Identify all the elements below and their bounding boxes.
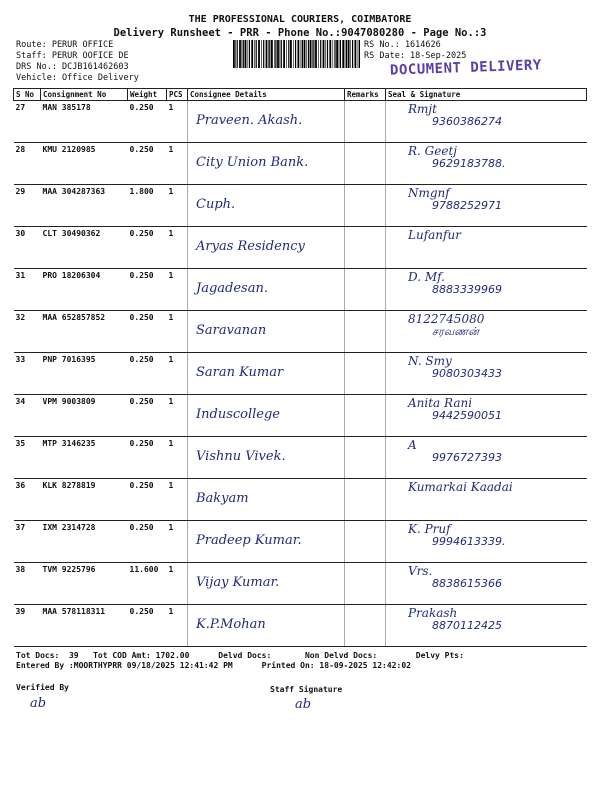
cell-weight: 0.250 (128, 395, 167, 437)
barcode (233, 40, 361, 68)
table-row (14, 101, 587, 143)
cell-remarks (345, 143, 386, 185)
table-row (14, 605, 587, 647)
recipient-phone: 9788252971 (432, 199, 502, 212)
recipient-signature: K. Pruf (408, 522, 451, 536)
cell-pcs: 1 (167, 143, 188, 185)
header-info-right (364, 40, 466, 62)
cell-signature (386, 185, 587, 227)
consignee-handwriting: Vijay Kumar. (196, 575, 280, 590)
barcode-bar (268, 40, 269, 68)
barcode-bar (249, 40, 250, 68)
cell-consignee (188, 353, 345, 395)
recipient-phone: 8838615366 (432, 577, 502, 590)
staff-text: Staff: PERUR OOFICE DE (16, 51, 129, 61)
cell-pcs: 1 (167, 395, 188, 437)
col-weight: Weight (128, 89, 167, 101)
barcode-bar (235, 40, 236, 68)
barcode-bar (266, 40, 268, 68)
barcode-bar (251, 40, 253, 68)
cell-consignee (188, 563, 345, 605)
consignee-handwriting: K.P.Mohan (196, 617, 266, 632)
col-consignee: Consignee Details (188, 89, 345, 101)
staff-initials: ab (295, 697, 312, 712)
barcode-bar (313, 40, 314, 68)
cell-signature (386, 479, 587, 521)
cell-signature (386, 605, 587, 647)
recipient-phone: 9080303433 (432, 367, 502, 380)
barcode-bar (293, 40, 294, 68)
barcode-bar (239, 40, 241, 68)
table-row (14, 143, 587, 185)
consignee-handwriting: Aryas Residency (196, 239, 305, 254)
cell-consignment-no: IXM 2314728 (41, 521, 128, 563)
totals-line: Tot Docs: 39 Tot COD Amt: 1702.00 Delvd Docs: Non Delvd Docs: Delvy Pts: (16, 651, 464, 660)
cell-consignment-no: PNP 7016395 (41, 353, 128, 395)
cell-sno: 33 (14, 353, 41, 395)
recipient-signature: R. Geetj (408, 144, 457, 158)
cell-sno: 30 (14, 227, 41, 269)
recipient-phone: சரவணன் (432, 325, 479, 338)
barcode-bar (258, 40, 260, 68)
cell-weight: 0.250 (128, 437, 167, 479)
barcode-bar (277, 40, 279, 68)
table-row (14, 353, 587, 395)
cell-sno: 32 (14, 311, 41, 353)
cell-weight: 11.600 (128, 563, 167, 605)
rs-number: RS No.: 1614626 (364, 40, 441, 50)
cell-weight: 0.250 (128, 143, 167, 185)
cell-pcs: 1 (167, 185, 188, 227)
table-row (14, 563, 587, 605)
barcode-bar (290, 40, 292, 68)
recipient-phone: 9629183788. (432, 157, 506, 170)
barcode-bar (298, 40, 300, 68)
cell-sno: 39 (14, 605, 41, 647)
barcode-bar (245, 40, 247, 68)
cell-consignee (188, 395, 345, 437)
cell-remarks (345, 227, 386, 269)
barcode-bar (333, 40, 334, 68)
barcode-bar (323, 40, 325, 68)
recipient-phone: 9442590051 (432, 409, 502, 422)
barcode-bar (283, 40, 285, 68)
barcode-bar (233, 40, 235, 68)
col-sno: S No (14, 89, 41, 101)
cell-consignment-no: MAA 652857852 (41, 311, 128, 353)
runsheet-table (13, 88, 587, 647)
recipient-phone: 8870112425 (432, 619, 502, 632)
cell-signature (386, 311, 587, 353)
barcode-bar (263, 40, 264, 68)
cell-consignment-no: VPM 9003809 (41, 395, 128, 437)
consignee-handwriting: Praveen. Akash. (196, 113, 303, 128)
cell-remarks (345, 353, 386, 395)
cell-consignee (188, 101, 345, 143)
cell-consignee (188, 185, 345, 227)
cell-weight: 0.250 (128, 101, 167, 143)
barcode-bar (355, 40, 357, 68)
cell-consignee (188, 311, 345, 353)
cell-consignment-no: MAA 304287363 (41, 185, 128, 227)
barcode-bar (269, 40, 270, 68)
cell-pcs: 1 (167, 101, 188, 143)
cell-weight: 0.250 (128, 311, 167, 353)
recipient-signature: A (408, 438, 417, 452)
table-header-row (14, 89, 587, 101)
cell-signature (386, 353, 587, 395)
cell-signature (386, 101, 587, 143)
barcode-bar (242, 40, 243, 68)
barcode-bar (336, 40, 338, 68)
recipient-signature: D. Mf. (408, 270, 445, 284)
barcode-bar (315, 40, 317, 68)
cell-pcs: 1 (167, 563, 188, 605)
cell-remarks (345, 479, 386, 521)
cell-signature (386, 437, 587, 479)
company-title: THE PROFESSIONAL COURIERS, COIMBATORE (188, 14, 412, 25)
barcode-bar (329, 40, 331, 68)
barcode-bar (334, 40, 335, 68)
cell-weight: 0.250 (128, 227, 167, 269)
col-consignment: Consignment No (41, 89, 128, 101)
barcode-bar (306, 40, 307, 68)
runsheet-subtitle: Delivery Runsheet - PRR - Phone No.:9047080280 - Page No.:3 (113, 27, 487, 39)
cell-remarks (345, 521, 386, 563)
cell-consignment-no: MAA 578118311 (41, 605, 128, 647)
barcode-bar (247, 40, 248, 68)
cell-signature (386, 395, 587, 437)
vehicle-text: Vehicle: Office Delivery (16, 73, 139, 83)
cell-sno: 36 (14, 479, 41, 521)
cell-weight: 0.250 (128, 521, 167, 563)
cell-pcs: 1 (167, 605, 188, 647)
barcode-bar (339, 40, 340, 68)
barcode-bar (346, 40, 347, 68)
cell-remarks (345, 101, 386, 143)
barcode-bar (327, 40, 328, 68)
cell-pcs: 1 (167, 269, 188, 311)
cell-pcs: 1 (167, 437, 188, 479)
recipient-signature: Kumarkai Kaadai (408, 480, 513, 494)
barcode-bar (275, 40, 276, 68)
barcode-bar (304, 40, 306, 68)
barcode-bar (359, 40, 360, 68)
cell-sno: 27 (14, 101, 41, 143)
cell-signature (386, 143, 587, 185)
verified-initials: ab (30, 696, 47, 711)
barcode-bar (318, 40, 319, 68)
cell-consignee (188, 479, 345, 521)
table-row (14, 395, 587, 437)
cell-sno: 31 (14, 269, 41, 311)
cell-remarks (345, 605, 386, 647)
drs-number: DRS No.: DCJB161462603 (16, 62, 129, 72)
cell-sno: 34 (14, 395, 41, 437)
consignee-handwriting: Jagadesan. (196, 281, 268, 296)
table-row (14, 269, 587, 311)
barcode-bar (237, 40, 238, 68)
staff-signature-label: Staff Signature (270, 685, 343, 694)
cell-signature (386, 227, 587, 269)
document-delivery-stamp: DOCUMENT DELIVERY (389, 57, 543, 79)
table-row (14, 521, 587, 563)
barcode-bar (274, 40, 275, 68)
consignee-handwriting: Saran Kumar (196, 365, 284, 380)
cell-consignment-no: CLT 30490362 (41, 227, 128, 269)
header-info-left (16, 40, 139, 84)
table-row (14, 479, 587, 521)
cell-pcs: 1 (167, 479, 188, 521)
barcode-bar (295, 40, 296, 68)
table-row (14, 227, 587, 269)
cell-weight: 1.800 (128, 185, 167, 227)
barcode-bar (350, 40, 351, 68)
cell-signature (386, 563, 587, 605)
barcode-bar (308, 40, 309, 68)
barcode-bar (340, 40, 341, 68)
recipient-signature: Lufanfur (408, 228, 461, 242)
col-remarks: Remarks (345, 89, 386, 101)
cell-pcs: 1 (167, 227, 188, 269)
cell-pcs: 1 (167, 521, 188, 563)
cell-remarks (345, 563, 386, 605)
consignee-handwriting: Induscollege (196, 407, 281, 422)
recipient-phone: 9360386274 (432, 115, 502, 128)
cell-sno: 35 (14, 437, 41, 479)
cell-consignee (188, 437, 345, 479)
entered-line: Entered By :MOORTHYPRR 09/18/2025 12:41:42 PM Printed On: 18-09-2025 12:42:02 (16, 661, 411, 670)
barcode-bar (310, 40, 312, 68)
route-text: Route: PERUR OFFICE (16, 40, 114, 50)
barcode-bar (320, 40, 321, 68)
barcode-bar (342, 40, 344, 68)
cell-sno: 29 (14, 185, 41, 227)
consignee-handwriting: Cuph. (196, 197, 236, 212)
cell-signature (386, 521, 587, 563)
barcode-bar (358, 40, 359, 68)
recipient-signature: Anita Rani (408, 396, 473, 410)
cell-pcs: 1 (167, 353, 188, 395)
barcode-bar (256, 40, 257, 68)
cell-consignment-no: KMU 2120985 (41, 143, 128, 185)
consignee-handwriting: Bakyam (196, 491, 249, 506)
barcode-bar (243, 40, 244, 68)
recipient-signature: Prakash (408, 606, 458, 620)
consignee-handwriting: Pradeep Kumar. (196, 533, 302, 548)
barcode-bar (348, 40, 350, 68)
barcode-bar (352, 40, 353, 68)
consignee-handwriting: Vishnu Vivek. (196, 449, 286, 464)
recipient-signature: N. Smy (408, 354, 452, 368)
verified-by-label: Verified By (16, 683, 69, 692)
cell-consignee (188, 605, 345, 647)
cell-remarks (345, 185, 386, 227)
barcode-bar (286, 40, 287, 68)
recipient-phone: 8883339969 (432, 283, 502, 296)
cell-pcs: 1 (167, 311, 188, 353)
consignee-handwriting: Saravanan (196, 323, 267, 338)
barcode-bar (312, 40, 313, 68)
barcode-bar (271, 40, 273, 68)
cell-consignee (188, 143, 345, 185)
barcode-bar (302, 40, 303, 68)
cell-consignment-no: MTP 3146235 (41, 437, 128, 479)
cell-remarks (345, 437, 386, 479)
cell-consignee (188, 269, 345, 311)
barcode-bar (261, 40, 262, 68)
cell-weight: 0.250 (128, 479, 167, 521)
barcode-bar (281, 40, 282, 68)
cell-consignment-no: MAN 385178 (41, 101, 128, 143)
footer-summary (16, 651, 464, 671)
cell-sno: 38 (14, 563, 41, 605)
recipient-signature: 8122745080 (408, 312, 485, 326)
table-row (14, 437, 587, 479)
cell-remarks (345, 395, 386, 437)
rs-date: RS Date: 18-Sep-2025 (364, 51, 467, 61)
col-pcs: PCS (167, 89, 188, 101)
cell-consignee (188, 521, 345, 563)
table-row (14, 311, 587, 353)
cell-consignment-no: PRO 18206304 (41, 269, 128, 311)
cell-consignment-no: TVM 9225796 (41, 563, 128, 605)
cell-remarks (345, 269, 386, 311)
recipient-signature: Nmgnf (408, 186, 450, 200)
cell-weight: 0.250 (128, 269, 167, 311)
recipient-signature: Vrs. (408, 564, 433, 578)
cell-signature (386, 269, 587, 311)
barcode-bar (301, 40, 302, 68)
recipient-signature: Rmjt (408, 102, 437, 116)
barcode-bar (345, 40, 346, 68)
recipient-phone: 9976727393 (432, 451, 502, 464)
cell-weight: 0.250 (128, 605, 167, 647)
cell-remarks (345, 311, 386, 353)
cell-sno: 28 (14, 143, 41, 185)
cell-consignee (188, 227, 345, 269)
col-signature: Seal & Signature (386, 89, 587, 101)
cell-sno: 37 (14, 521, 41, 563)
recipient-phone: 9994613339. (432, 535, 506, 548)
cell-weight: 0.250 (128, 353, 167, 395)
barcode-bar (280, 40, 281, 68)
table-row (14, 185, 587, 227)
cell-consignment-no: KLK 8278819 (41, 479, 128, 521)
consignee-handwriting: City Union Bank. (196, 155, 309, 170)
barcode-bar (254, 40, 255, 68)
barcode-bar (288, 40, 289, 68)
barcode-bar (325, 40, 326, 68)
